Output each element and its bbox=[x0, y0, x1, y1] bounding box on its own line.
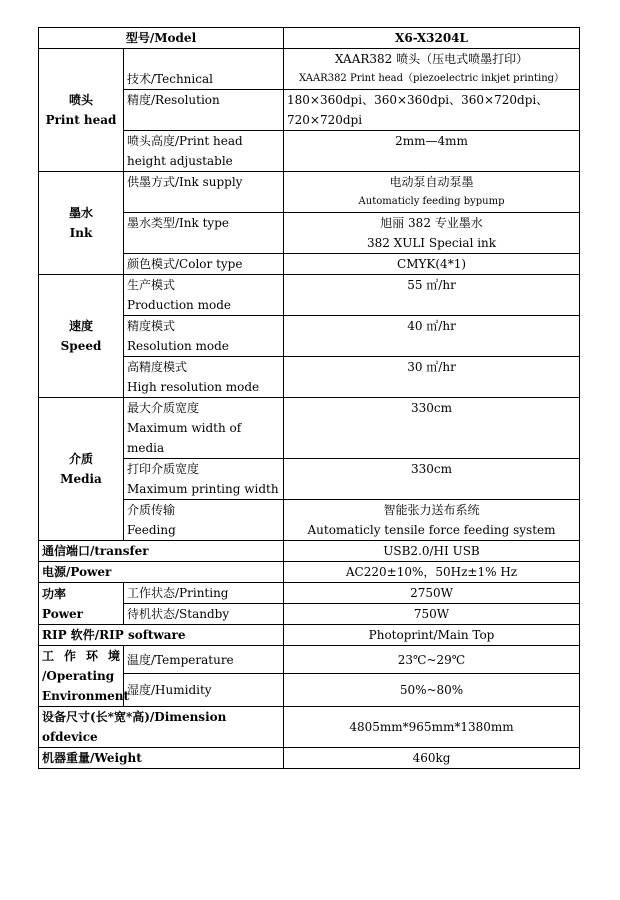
resolution-mode-value: 40 ㎡/hr bbox=[284, 316, 580, 357]
production-mode-label: 生产模式 Production mode bbox=[124, 275, 284, 316]
production-mode-row bbox=[39, 275, 580, 316]
weight-row bbox=[39, 748, 580, 769]
resolution-mode-label: 精度模式 Resolution mode bbox=[124, 316, 284, 357]
power-supply-value: AC220±10%，50Hz±1% Hz bbox=[284, 562, 580, 583]
environment-category: 工作环境 /Operating Environment bbox=[39, 646, 124, 707]
temperature-value: 23℃~29℃ bbox=[284, 646, 580, 674]
max-media-width-label: 最大介质宽度 Maximum width of media bbox=[124, 398, 284, 459]
rip-value: Photoprint/Main Top bbox=[284, 625, 580, 646]
print-head-category: 喷头 Print head bbox=[39, 49, 124, 172]
print-head-technical-row bbox=[39, 49, 580, 90]
dimension-label: 设备尺寸(长*宽*高)/Dimension ofdevice bbox=[39, 707, 284, 748]
model-label: 型号/Model bbox=[39, 28, 284, 49]
temperature-row bbox=[39, 646, 580, 674]
color-type-label: 颜色模式/Color type bbox=[124, 254, 284, 275]
head-height-label: 喷头高度/Print head height adjustable bbox=[124, 131, 284, 172]
header-row bbox=[39, 28, 580, 49]
ink-type-label: 墨水类型/Ink type bbox=[124, 213, 284, 254]
color-type-value: CMYK(4*1) bbox=[284, 254, 580, 275]
transfer-value: USB2.0/HI USB bbox=[284, 541, 580, 562]
power-printing-value: 2750W bbox=[284, 583, 580, 604]
technical-label: 技术/Technical bbox=[124, 49, 284, 90]
ink-category: 墨水 Ink bbox=[39, 172, 124, 275]
power-supply-row bbox=[39, 562, 580, 583]
resolution-value: 180×360dpi、360×360dpi、360×720dpi、720×720dpi bbox=[284, 90, 580, 131]
ink-supply-label: 供墨方式/Ink supply bbox=[124, 172, 284, 213]
print-media-width-value: 330cm bbox=[284, 459, 580, 500]
technical-value: XAAR382 喷头（压电式喷墨打印） XAAR382 Print head（piezoelectric inkjet printing） bbox=[284, 49, 580, 90]
humidity-value: 50%~80% bbox=[284, 674, 580, 707]
weight-label: 机器重量/Weight bbox=[39, 748, 284, 769]
ink-supply-row bbox=[39, 172, 580, 213]
production-mode-value: 55 ㎡/hr bbox=[284, 275, 580, 316]
resolution-label: 精度/Resolution bbox=[124, 90, 284, 131]
rip-label: RIP 软件/RIP software bbox=[39, 625, 284, 646]
weight-value: 460kg bbox=[284, 748, 580, 769]
print-media-width-label: 打印介质宽度 Maximum printing width bbox=[124, 459, 284, 500]
ink-type-value: 旭丽 382 专业墨水 382 XULI Special ink bbox=[284, 213, 580, 254]
humidity-label: 湿度/Humidity bbox=[124, 674, 284, 707]
max-media-width-value: 330cm bbox=[284, 398, 580, 459]
power-printing-row bbox=[39, 583, 580, 604]
power-supply-label: 电源/Power bbox=[39, 562, 284, 583]
dimension-row bbox=[39, 707, 580, 748]
spec-table bbox=[38, 27, 580, 769]
power-standby-value: 750W bbox=[284, 604, 580, 625]
media-feeding-value: 智能张力送布系统 Automaticly tensile force feeding system bbox=[284, 500, 580, 541]
power-standby-label: 待机状态/Standby bbox=[124, 604, 284, 625]
transfer-row bbox=[39, 541, 580, 562]
rip-row bbox=[39, 625, 580, 646]
power-printing-label: 工作状态/Printing bbox=[124, 583, 284, 604]
temperature-label: 温度/Temperature bbox=[124, 646, 284, 674]
ink-supply-value: 电动泵自动泵墨 Automaticly feeding bypump bbox=[284, 172, 580, 213]
speed-category: 速度 Speed bbox=[39, 275, 124, 398]
media-feeding-label: 介质传输 Feeding bbox=[124, 500, 284, 541]
high-resolution-mode-value: 30 ㎡/hr bbox=[284, 357, 580, 398]
media-category: 介质 Media bbox=[39, 398, 124, 541]
transfer-label: 通信端口/transfer bbox=[39, 541, 284, 562]
model-value: X6-X3204L bbox=[284, 28, 580, 49]
power-category: 功率 Power bbox=[39, 583, 124, 625]
high-resolution-mode-label: 高精度模式 High resolution mode bbox=[124, 357, 284, 398]
head-height-value: 2mm—4mm bbox=[284, 131, 580, 172]
max-media-width-row bbox=[39, 398, 580, 459]
dimension-value: 4805mm*965mm*1380mm bbox=[284, 707, 580, 748]
